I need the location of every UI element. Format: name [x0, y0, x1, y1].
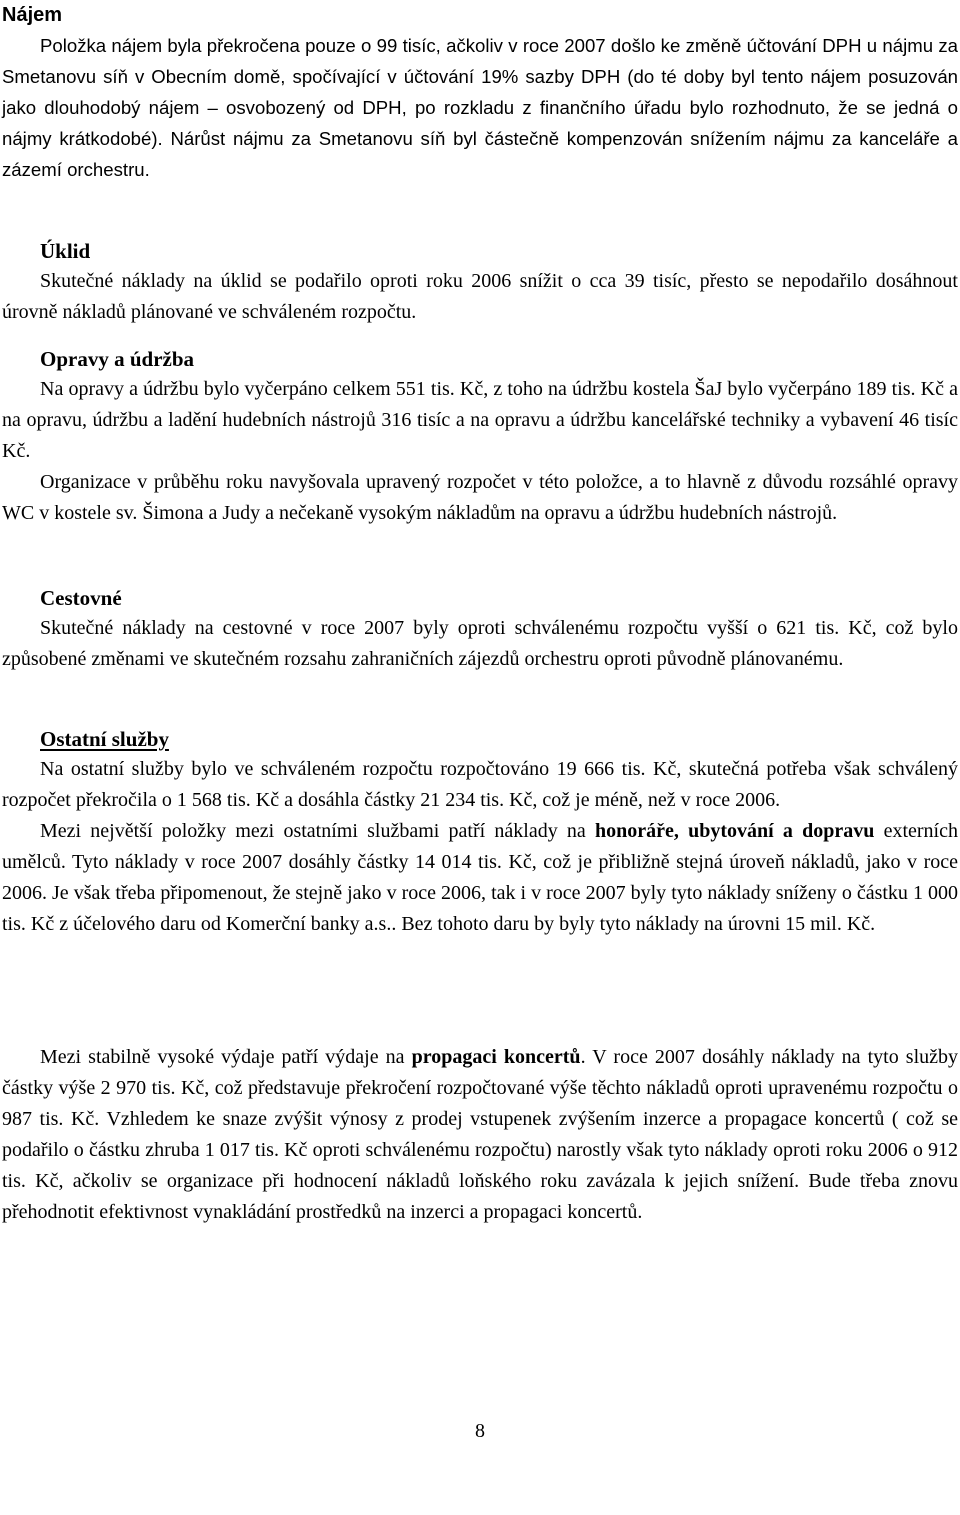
heading-cestovne: Cestovné	[40, 586, 122, 610]
paragraph-uklid: Skutečné náklady na úklid se podařilo oproti roku 2006 snížit o cca 39 tisíc, přesto se nepodařilo dosáhnout úrovně nákladů plánované ve schváleném rozpočtu.	[2, 270, 958, 323]
section-najem	[2, 0, 958, 185]
section-uklid	[2, 236, 958, 328]
paragraph-najem: Položka nájem byla překročena pouze o 99 tisíc, ačkoliv v roce 2007 došlo ke změně účtování DPH u nájmu za Smetanovu síň v Obecním domě, spočívající v účtování 19% sazby DPH (do té doby byl tento nájem posuzován jako dlouhodobý nájem – osvobozený od DPH, po rozkladu z finančního úřadu bylo rozhodnuto, že se jedná o nájmy krátkodobé). Nárůst nájmu za Smetanovu síň byl částečně kompenzován snížením nájmu za kanceláře a zázemí orchestru.	[2, 35, 958, 180]
section-cestovne	[2, 583, 958, 675]
heading-ostatni-sluzby-text: Ostatní služby	[40, 727, 169, 751]
heading-ostatni-sluzby	[2, 724, 958, 754]
heading-uklid: Úklid	[40, 239, 91, 263]
page-number: 8	[475, 1420, 485, 1442]
propagace-bold: propagaci koncertů	[411, 1046, 581, 1068]
paragraph-propagace-end: . V roce 2007 dosáhly náklady na tyto služby částky výše 2 970 tis. Kč, což představuje překročení rozpočtované výše těchto nákladů oproti upravenému rozpočtu o 987 tis. Kč. Vzhledem ke snaze zvýšit výnosy z prodej vstupenek zvýšením inzerce a propagace koncertů ( což se podařilo o částku zhruba 1 017 tis. Kč oproti schválenému rozpočtu) narostly však tyto náklady oproti roku 2006 o 912 tis. Kč, ačkoliv se organizace při hodnocení nákladů loňského roku zavázala k jejich snížení. Bude třeba znovu přehodnotit efektivnost vynakládání prostředků na inzerci a propagaci koncertů.	[2, 1046, 959, 1223]
heading-opravy: Opravy a údržba	[40, 347, 195, 371]
section-propagace	[2, 1042, 958, 1228]
paragraph-propagace-start: Mezi stabilně vysoké výdaje patří výdaje na	[40, 1046, 412, 1068]
paragraph-ostatni-2-end: externích umělců. Tyto náklady v roce 2007 dosáhly částky 14 014 tis. Kč, což je přibližně stejná úroveň nákladů, jako v roce 2006. Je však třeba připomenout, že stejně jako v roce 2006, tak i v roce 2007 byly tyto náklady sníženy o částku 1 000 tis. Kč z účelového daru od Komerční banky a.s.. Bez tohoto daru by byly tyto náklady na úrovni 15 mil. Kč.	[2, 820, 958, 935]
section-opravy	[2, 344, 958, 529]
paragraph-opravy-2: Organizace v průběhu roku navyšovala upravený rozpočet v této položce, a to hlavně z důvodu rozsáhlé opravy WC v kostele sv. Šimona a Judy a nečekaně vysokým nákladům na opravu a údržbu hudebních nástrojů.	[2, 471, 958, 524]
paragraph-ostatni-1: Na ostatní služby bylo ve schváleném rozpočtu rozpočtováno 19 666 tis. Kč, skutečná potřeba však schválený rozpočet překročila o 1 568 tis. Kč a dosáhla částky 21 234 tis. Kč, což je méně, než v roce 2006.	[2, 758, 958, 811]
paragraph-cestovne: Skutečné náklady na cestovné v roce 2007 byly oproti schválenému rozpočtu vyšší o 621 tis. Kč, což bylo způsobené změnami ve skutečném rozsahu zahraničních zájezdů orchestru oproti původně plánovanému.	[2, 617, 958, 670]
honorare-bold: honoráře, ubytování a dopravu	[595, 820, 875, 842]
paragraph-ostatni-2	[2, 816, 958, 940]
section-ostatni-sluzby	[2, 724, 958, 940]
heading-najem: Nájem	[2, 4, 63, 26]
paragraph-propagace	[2, 1042, 958, 1228]
paragraph-ostatni-2-start: Mezi největší položky mezi ostatními službami patří náklady na	[40, 820, 596, 842]
paragraph-opravy-1: Na opravy a údržbu bylo vyčerpáno celkem 551 tis. Kč, z toho na údržbu kostela ŠaJ bylo vyčerpáno 189 tis. Kč a na opravu, údržbu a ladění hudebních nástrojů 316 tisíc a na opravu a údržbu kancelářské techniky a vybavení 46 tisíc Kč.	[2, 378, 958, 462]
